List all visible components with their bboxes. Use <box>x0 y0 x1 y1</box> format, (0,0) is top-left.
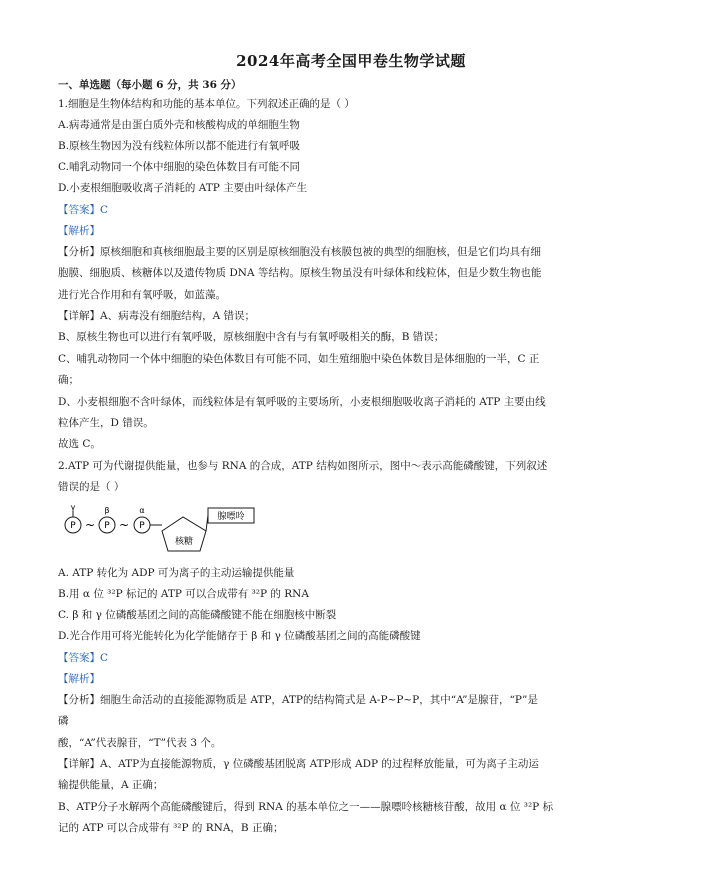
q2-option-c: C. β 和 γ 位磷酸基团之间的高能磷酸键不能在细胞核中断裂 <box>58 609 337 621</box>
high-energy-bond: ~ <box>84 518 96 532</box>
q2-analysis-line: 磷 <box>58 715 69 727</box>
document-title: 2024年高考全国甲卷生物学试题 <box>236 52 466 70</box>
q1-detail-line: 粒体产生，D 错误。 <box>58 417 154 429</box>
section-heading: 一、单选题（每小题 6 分，共 36 分） <box>58 79 242 91</box>
q1-analysis-line: 【分析】原核细胞和真核细胞最主要的区别是原核细胞没有核膜包被的典型的细胞核，但是它们均具有细 <box>58 246 541 258</box>
alpha-label: α <box>139 506 145 515</box>
q2-answer: 【答案】C <box>58 652 109 664</box>
high-energy-bond: ~ <box>118 518 130 532</box>
q1-analysis-line: 胞膜、细胞质、核糖体以及遗传物质 DNA 等结构。原核生物虽没有叶绿体和线粒体，但是少数生物也能 <box>58 267 542 279</box>
q2-analysis-line: 【分析】细胞生命活动的直接能源物质是 ATP，ATP的结构简式是 A-P~P~P，其中“A”是腺苷，“P”是 <box>58 694 538 706</box>
p-label: P <box>70 521 76 531</box>
q1-option-a: A.病毒通常是由蛋白质外壳和核酸构成的单细胞生物 <box>58 119 300 131</box>
p-label: P <box>139 521 145 531</box>
q2-detail-line: B、ATP分子水解两个高能磷酸键后，得到 RNA 的基本单位之一——腺嘌呤核糖核苷酸，故用 α 位 ³²P 标 <box>58 801 554 813</box>
q2-stem-line: 2.ATP 可为代谢提供能量，也参与 RNA 的合成，ATP 结构如图所示，图中～表示高能磷酸键，下列叙述 <box>58 460 548 472</box>
q1-option-b: B.原核生物因为没有线粒体所以都不能进行有氧呼吸 <box>58 140 301 152</box>
q2-analysis-line: 酸，“A”代表腺苷，“T”代表 3 个。 <box>58 737 222 749</box>
q2-detail-line: 记的 ATP 可以合成带有 ³²P 的 RNA，B 正确； <box>58 822 284 834</box>
q2-stem-line: 错误的是（ ） <box>58 481 125 493</box>
beta-label: β <box>104 506 110 515</box>
q1-detail-line: C、哺乳动物同一个体中细胞的染色体数目有可能不同，如生殖细胞中染色体数目是体细胞的一半，C 正 <box>58 353 540 365</box>
q2-option-d: D.光合作用可将光能转化为化学能储存于 β 和 γ 位磷酸基团之间的高能磷酸键 <box>58 630 421 642</box>
q1-option-c: C.哺乳动物同一个体中细胞的染色体数目有可能不同 <box>58 161 300 173</box>
q1-detail-line: D、小麦根细胞不含叶绿体，而线粒体是有氧呼吸的主要场所，小麦根细胞吸收离子消耗的 ATP 主要由线 <box>58 396 546 408</box>
q1-conclusion: 故选 C。 <box>58 438 101 450</box>
q2-option-a: A. ATP 转化为 ADP 可为离子的主动运输提供能量 <box>58 567 295 579</box>
q2-jiexi-label: 【解析】 <box>58 673 100 685</box>
q1-option-d: D.小麦根细胞吸收离子消耗的 ATP 主要由叶绿体产生 <box>58 182 308 194</box>
q1-detail-line: 确； <box>58 374 79 386</box>
q2-detail-line: 【详解】A、ATP为直接能源物质，γ 位磷酸基团脱离 ATP形成 ADP 的过程释放能量，可为离子主动运 <box>58 758 539 770</box>
q1-detail-line: B、原核生物也可以进行有氧呼吸，原核细胞中含有与有氧呼吸相关的酶，B 错误； <box>58 331 445 343</box>
gamma-label: γ <box>70 503 76 512</box>
atp-structure-diagram <box>58 503 298 561</box>
q1-detail-line: 【详解】A、病毒没有细胞结构，A 错误； <box>58 310 256 322</box>
q1-jiexi-label: 【解析】 <box>58 225 100 237</box>
q2-detail-line: 输提供能量，A 正确； <box>58 779 164 791</box>
q1-analysis-line: 进行光合作用和有氧呼吸，如蓝藻。 <box>58 289 226 301</box>
ribose-label: 核糖 <box>174 537 194 547</box>
adenine-label: 腺嘌呤 <box>217 512 245 522</box>
q2-option-b: B.用 α 位 ³²P 标记的 ATP 可以合成带有 ³²P 的 RNA <box>58 588 309 600</box>
q1-answer: 【答案】C <box>58 204 109 216</box>
q1-stem: 1.细胞是生物体结构和功能的基本单位。下列叙述正确的是（ ） <box>58 98 355 110</box>
p-label: P <box>104 521 110 531</box>
